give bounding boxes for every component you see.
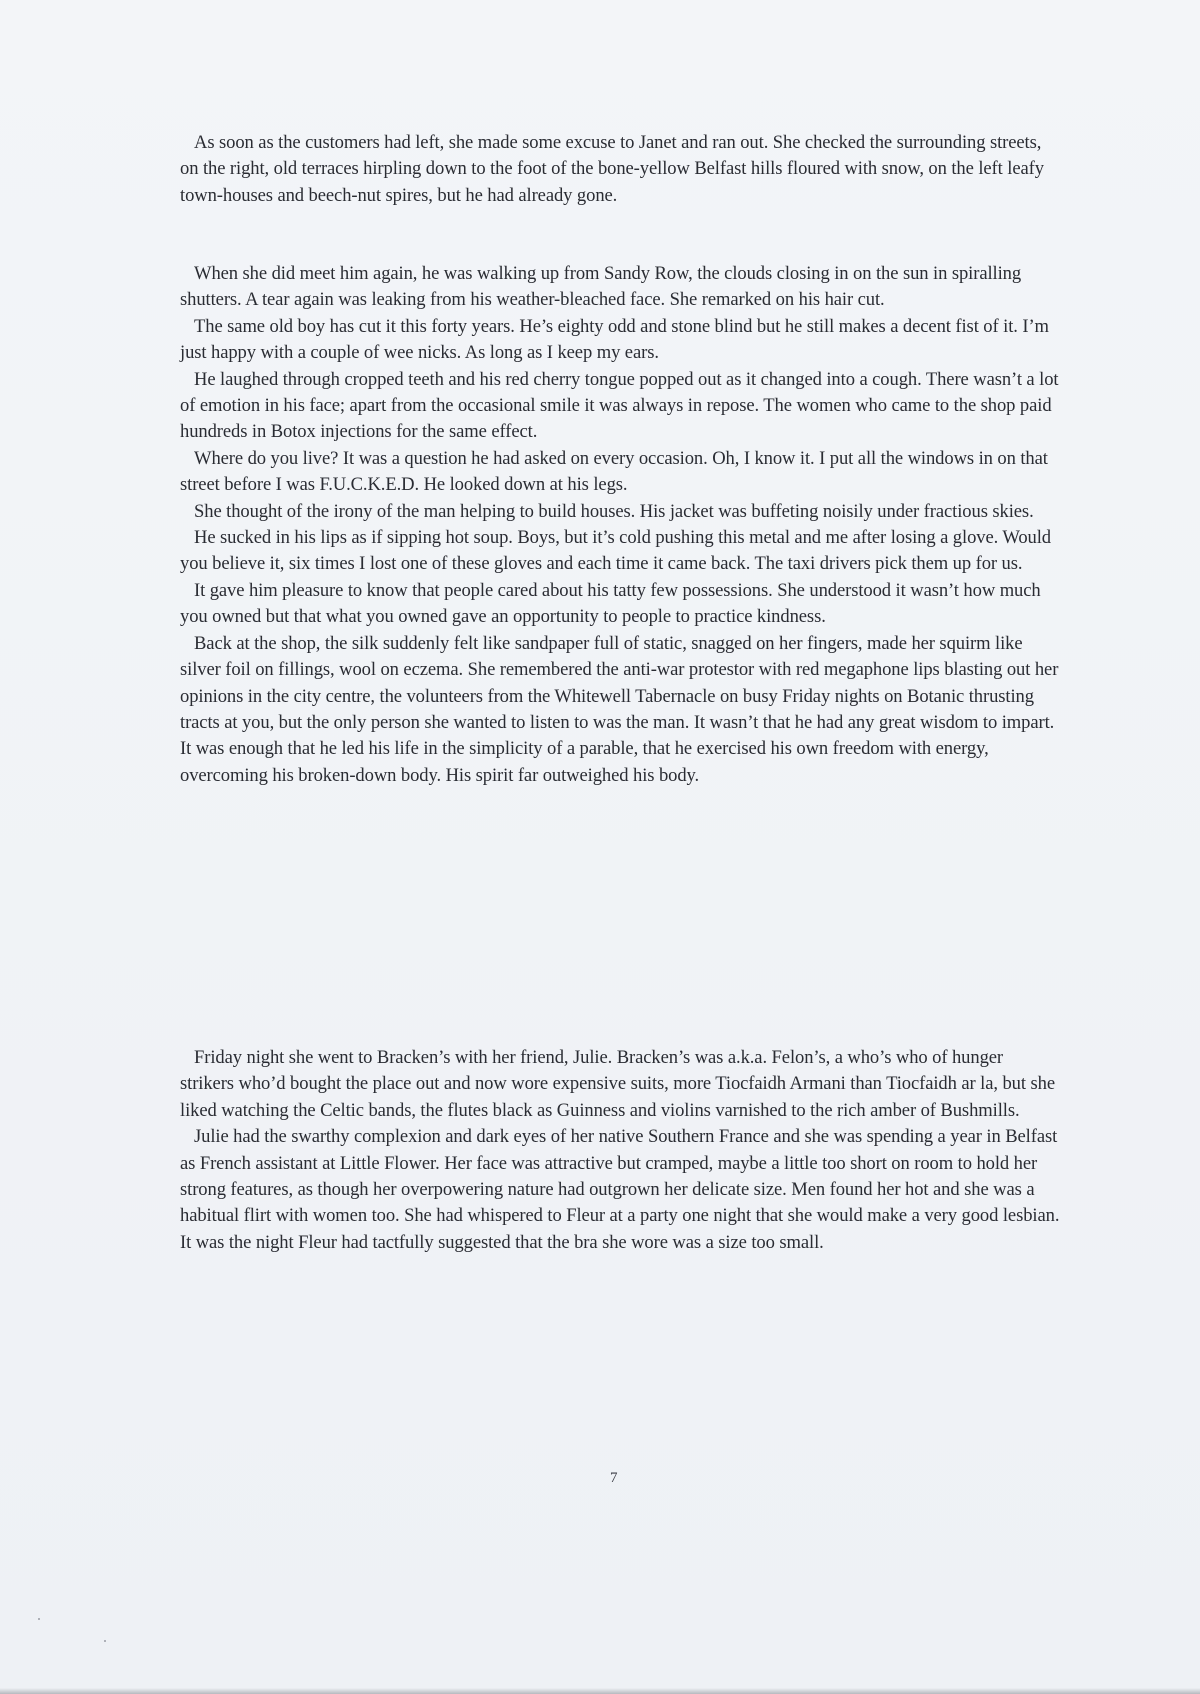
paragraph xyxy=(180,499,1060,525)
scan-edge-shadow xyxy=(0,1688,1200,1694)
scan-speck xyxy=(38,1618,40,1620)
paragraph xyxy=(180,446,1060,499)
paragraph xyxy=(180,525,1060,578)
paragraph-text: It gave him pleasure to know that people cared about his tatty few possessions. She understood it wasn’t how much you owned but that what you owned gave an opportunity to people to practice kindness. xyxy=(180,579,1041,628)
paragraph-text: She thought of the irony of the man helping to build houses. His jacket was buffeting noisily under fractious skies. xyxy=(194,500,1034,522)
paragraph-text: When she did meet him again, he was walking up from Sandy Row, the clouds closing in on the sun in spiralling shutters. A tear again was leaking from his weather-bleached face. She remarked on his hair cut. xyxy=(180,263,1022,311)
paragraph-text: Julie had the swarthy complexion and dark eyes of her native Southern France and she was spending a year in Belfast as French assistant at Little Flower. Her face was attractive but cramped, maybe a little too short on room to hold her strong features, as though her overpowering nature had outgrown her delicate size. Men found her hot and she was a habitual flirt with women too. She had whispered to Fleur at a party one night that she would make a very good lesbian. It was the night Fleur had tactfully suggested that the bra she wore was a size too small. xyxy=(180,1126,1060,1253)
paragraph-text: As soon as the customers had left, she made some excuse to Janet and ran out. She checked the surrounding streets, on the right, old terraces hirpling down to the foot of the bone-yellow Belfast hills floured with snow, on the left leafy town-houses and beech-nut spires, but he had already gone. xyxy=(180,132,1044,206)
paragraph xyxy=(180,367,1060,446)
paragraph xyxy=(180,578,1060,631)
scan-speck xyxy=(104,1640,106,1642)
paragraph-text: He laughed through cropped teeth and his red cherry tongue popped out as it changed into a cough. There wasn’t a lot of emotion in his face; apart from the occasional smile it was always in repose. The women who came to the shop paid hundreds in Botox injections for the same effect. xyxy=(180,368,1059,443)
paragraph-text: Back at the shop, the silk suddenly felt like sandpaper full of static, snagged on her fingers, made her squirm like silver foil on fillings, wool on eczema. She remembered the anti-war protestor with red megaphone lips blasting out her opinions in the city centre, the volunteers from the Whitewell Tabernacle on busy Friday nights on Botanic thrusting tracts at you, but the only person she wanted to listen to was the man. It wasn’t that he had any great wisdom to impart. It was enough that he led his life in the simplicity of a parable, that he exercised his own freedom with energy, overcoming his broken-down body. His spirit far outweighed his body. xyxy=(180,632,1059,786)
text-section-3 xyxy=(180,1045,1060,1256)
paragraph xyxy=(180,314,1060,367)
paragraph-text: Where do you live? It was a question he had asked on every occasion. Oh, I know it. I put all the windows in on that street before I was F.U.C.K.E.D. He looked down at his legs. xyxy=(180,447,1048,496)
paragraph-text: He sucked in his lips as if sipping hot soup. Boys, but it’s cold pushing this metal and me after losing a glove. Would you believe it, six times I lost one of these gloves and each time it came back. The taxi drivers pick them up for us. xyxy=(180,527,1051,575)
paragraph xyxy=(180,631,1060,789)
text-section-2 xyxy=(180,261,1060,789)
paragraph xyxy=(180,1045,1060,1124)
text-section-1 xyxy=(180,130,1060,209)
paragraph-text: The same old boy has cut it this forty years. He’s eighty odd and stone blind but he still makes a decent fist of it. I’m just happy with a couple of wee nicks. As long as I keep my ears. xyxy=(180,315,1049,364)
paragraph xyxy=(180,261,1060,314)
paragraph xyxy=(180,1124,1060,1256)
paragraph xyxy=(180,130,1060,209)
page-number: 7 xyxy=(610,1470,618,1486)
paragraph-text: Friday night she went to Bracken’s with her friend, Julie. Bracken’s was a.k.a. Felon’s, a who’s who of hunger strikers who’d bought the place out and now wore expensive suits, more Tiocfaidh Armani than Tiocfaidh ar la, but she liked watching the Celtic bands, the flutes black as Guinness and violins varnished to the rich amber of Bushmills. xyxy=(180,1047,1055,1121)
